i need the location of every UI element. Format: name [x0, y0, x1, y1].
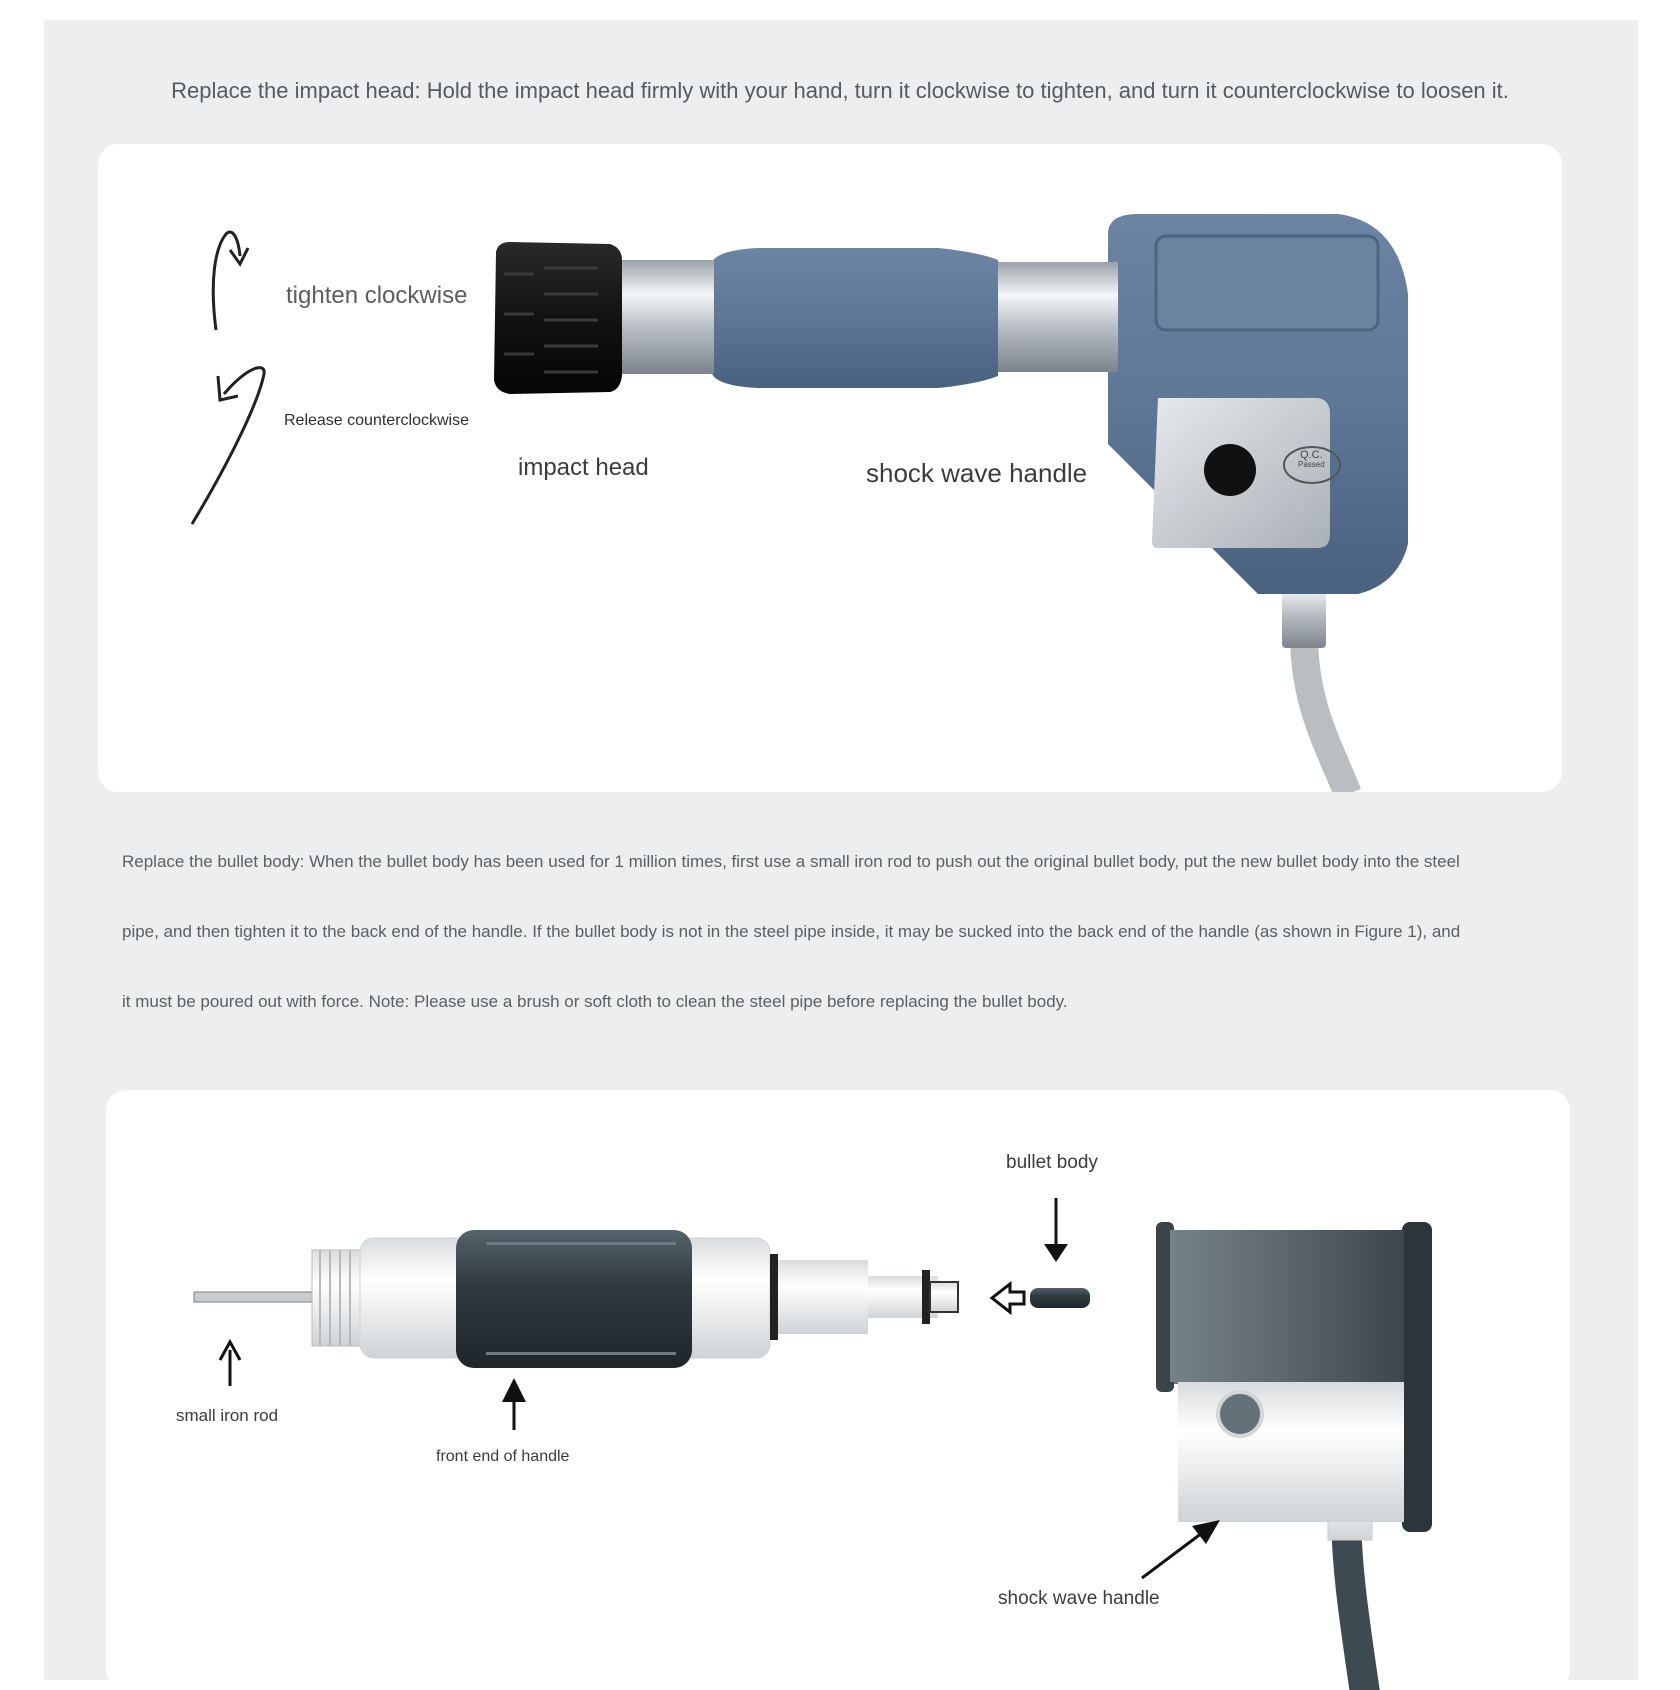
- bullet-instruction-line-3: it must be poured out with force. Note: Please use a brush or soft cloth to clean the steel pipe before replacing the bullet body.: [122, 992, 1068, 1011]
- front-end-arrowhead-icon: [502, 1378, 526, 1402]
- release-label: Release counterclockwise: [284, 412, 469, 429]
- handle-top-body: [1170, 1230, 1404, 1382]
- bullet-instruction-line-1: Replace the bullet body: When the bullet body has been used for 1 million times, first use a small iron rod to push out the original bullet body, put the new bullet body into the steel: [122, 852, 1460, 871]
- handle-top-right-cap: [1402, 1222, 1432, 1532]
- o-ring: [922, 1270, 930, 1324]
- qc-badge-line1: Q.C.: [1300, 449, 1323, 461]
- counterclockwise-arrow-icon: [192, 368, 264, 524]
- tighten-label: tighten clockwise: [286, 282, 468, 309]
- handle-arrowhead-icon: [1192, 1520, 1220, 1544]
- bullet-body: [1030, 1288, 1090, 1308]
- tip: [930, 1282, 958, 1312]
- bullet-instruction-line-2: pipe, and then tighten it to the back end of the handle. If the bullet body is not in the steel pipe inside, it may be sucked into the back end of the handle (as shown in Figure 1), and: [122, 922, 1461, 941]
- impact-head-figure: [98, 144, 1562, 792]
- front-end-label: front end of handle: [436, 1448, 570, 1465]
- rear-ring: [770, 1254, 778, 1340]
- power-button-icon: [1204, 444, 1256, 496]
- front-end-grip: [456, 1230, 692, 1368]
- shock-wave-handle-label-2: shock wave handle: [998, 1588, 1160, 1609]
- handle-recess: [1156, 236, 1378, 330]
- rear-tube: [778, 1260, 868, 1334]
- small-iron-rod-label: small iron rod: [176, 1406, 279, 1425]
- push-arrow-icon: [992, 1284, 1024, 1312]
- handle-button-icon: [1218, 1392, 1262, 1436]
- bullet-body-illustration: [106, 1090, 1570, 1690]
- clockwise-arrow-icon: [213, 232, 240, 330]
- bullet-body-figure: [106, 1090, 1570, 1690]
- metal-ring-front: [614, 260, 714, 374]
- shock-wave-handle-label: shock wave handle: [866, 458, 1088, 488]
- impact-head-instruction: Replace the impact head: Hold the impact head firmly with your hand, turn it clockwise to tighten, and turn it counterclockwise to loosen it.: [171, 78, 1509, 103]
- qc-badge-line2: Passed: [1298, 460, 1325, 469]
- handle-arrow-line: [1142, 1530, 1206, 1578]
- impact-head-illustration: [98, 144, 1562, 792]
- handle-bottom: [1178, 1382, 1404, 1522]
- cable: [1304, 634, 1348, 792]
- impact-head-label: impact head: [518, 454, 649, 481]
- qc-badge-text: [1298, 450, 1325, 470]
- bullet-arrowhead-icon: [1044, 1244, 1068, 1262]
- bullet-body-label: bullet body: [1006, 1152, 1098, 1173]
- metal-ring-rear: [998, 262, 1118, 372]
- blue-grip: [712, 248, 998, 388]
